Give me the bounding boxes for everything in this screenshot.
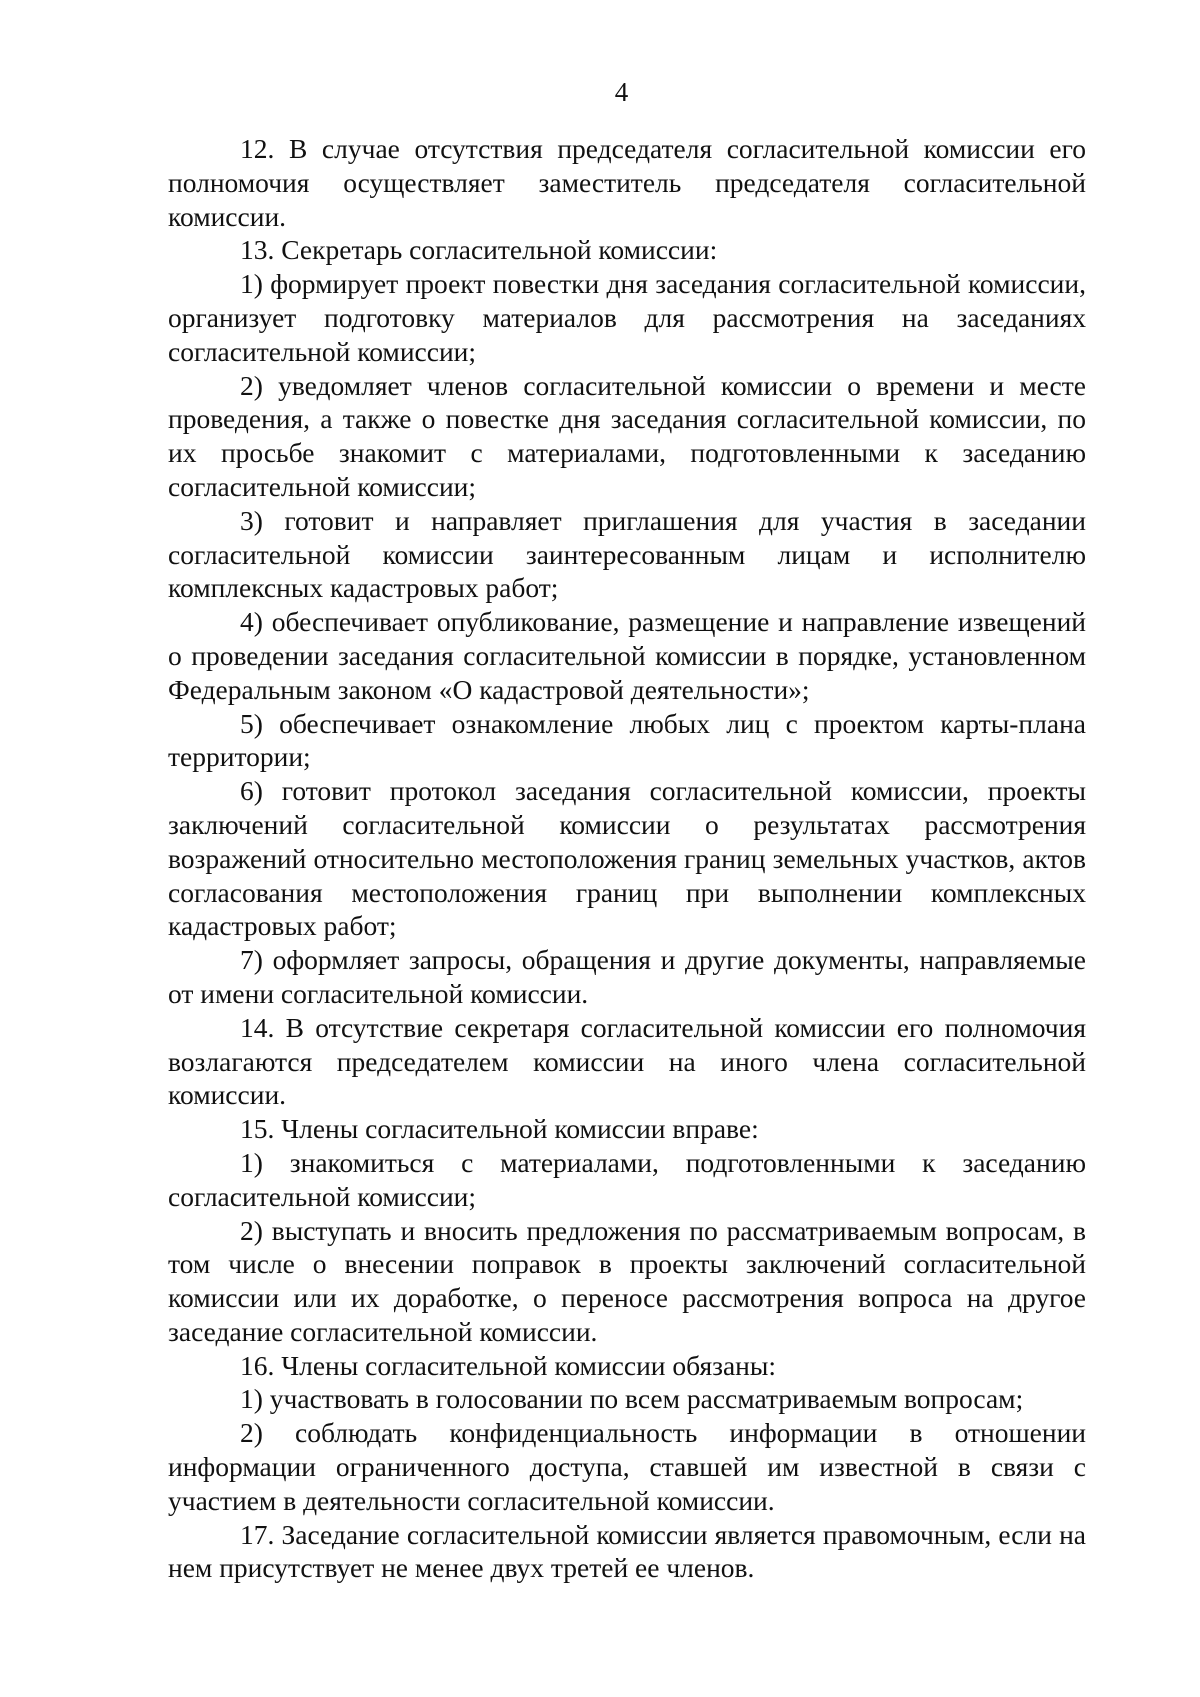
list-item-13-4: 4) обеспечивает опубликование, размещение и направление извещений о проведении заседания согласительной комиссии в порядке, установленном Федеральным законом «О кадастровой деятельности»; <box>168 606 1086 705</box>
list-item-13-5: 5) обеспечивает ознакомление любых лиц с проектом карты-плана территории; <box>168 707 1086 773</box>
paragraph-14: 14. В отсутствие секретаря согласительной комиссии его полномочия возлагаются председателем комиссии на иного члена согласительной комиссии. <box>168 1011 1086 1111</box>
list-item-15-2: 2) выступать и вносить предложения по рассматриваемым вопросам, в том числе о внесении поправок в проекты заключений согласительной комиссии или их доработке, о переносе рассмотрения вопроса на другое заседание согласительной комиссии. <box>168 1214 1086 1347</box>
list-item-16-2: 2) соблюдать конфиденциальность информации в отношении информации ограниченного доступа, ставшей им известной в связи с участием в деятельности согласительной комиссии. <box>168 1417 1086 1516</box>
paragraph-17: 17. Заседание согласительной комиссии является правомочным, если на нем присутствует не менее двух третей ее членов. <box>168 1518 1086 1584</box>
paragraph-12: 12. В случае отсутствия председателя согласительной комиссии его полномочия осуществляет заместитель председателя согласительной комиссии. <box>168 133 1086 232</box>
paragraph-16: 16. Члены согласительной комиссии обязаны: <box>240 1349 776 1381</box>
list-item-13-7: 7) оформляет запросы, обращения и другие документы, направляемые от имени согласительной комиссии. <box>168 944 1086 1009</box>
list-item-13-3: 3) готовит и направляет приглашения для участия в заседании согласительной комиссии заинтересованным лицам и исполнителю комплексных кадастровых работ; <box>168 504 1086 604</box>
paragraph-15: 15. Члены согласительной комиссии вправе: <box>240 1113 759 1145</box>
page-number: 4 <box>614 77 629 107</box>
list-item-13-6: 6) готовит протокол заседания согласительной комиссии, проекты заключений согласительной комиссии о результатах рассмотрения возражений относительно местоположения границ земельных участков, актов согласования местоположения границ при выполнении комплексных кадастровых работ; <box>168 775 1086 942</box>
paragraph-13: 13. Секретарь согласительной комиссии: <box>240 234 718 266</box>
list-item-15-1: 1) знакомиться с материалами, подготовленными к заседанию согласительной комиссии; <box>168 1146 1086 1212</box>
document-body <box>168 132 1086 1585</box>
list-item-13-2: 2) уведомляет членов согласительной комиссии о времени и месте проведения, а также о повестке дня заседания согласительной комиссии, по их просьбе знакомит с материалами, подготовленными к заседанию согласительной комиссии; <box>168 369 1086 502</box>
list-item-16-1: 1) участвовать в голосовании по всем рассматриваемым вопросам; <box>240 1383 1024 1415</box>
list-item-13-1: 1) формирует проект повестки дня заседания согласительной комиссии, организует подготовку материалов для рассмотрения на заседаниях согласительной комиссии; <box>168 268 1086 367</box>
